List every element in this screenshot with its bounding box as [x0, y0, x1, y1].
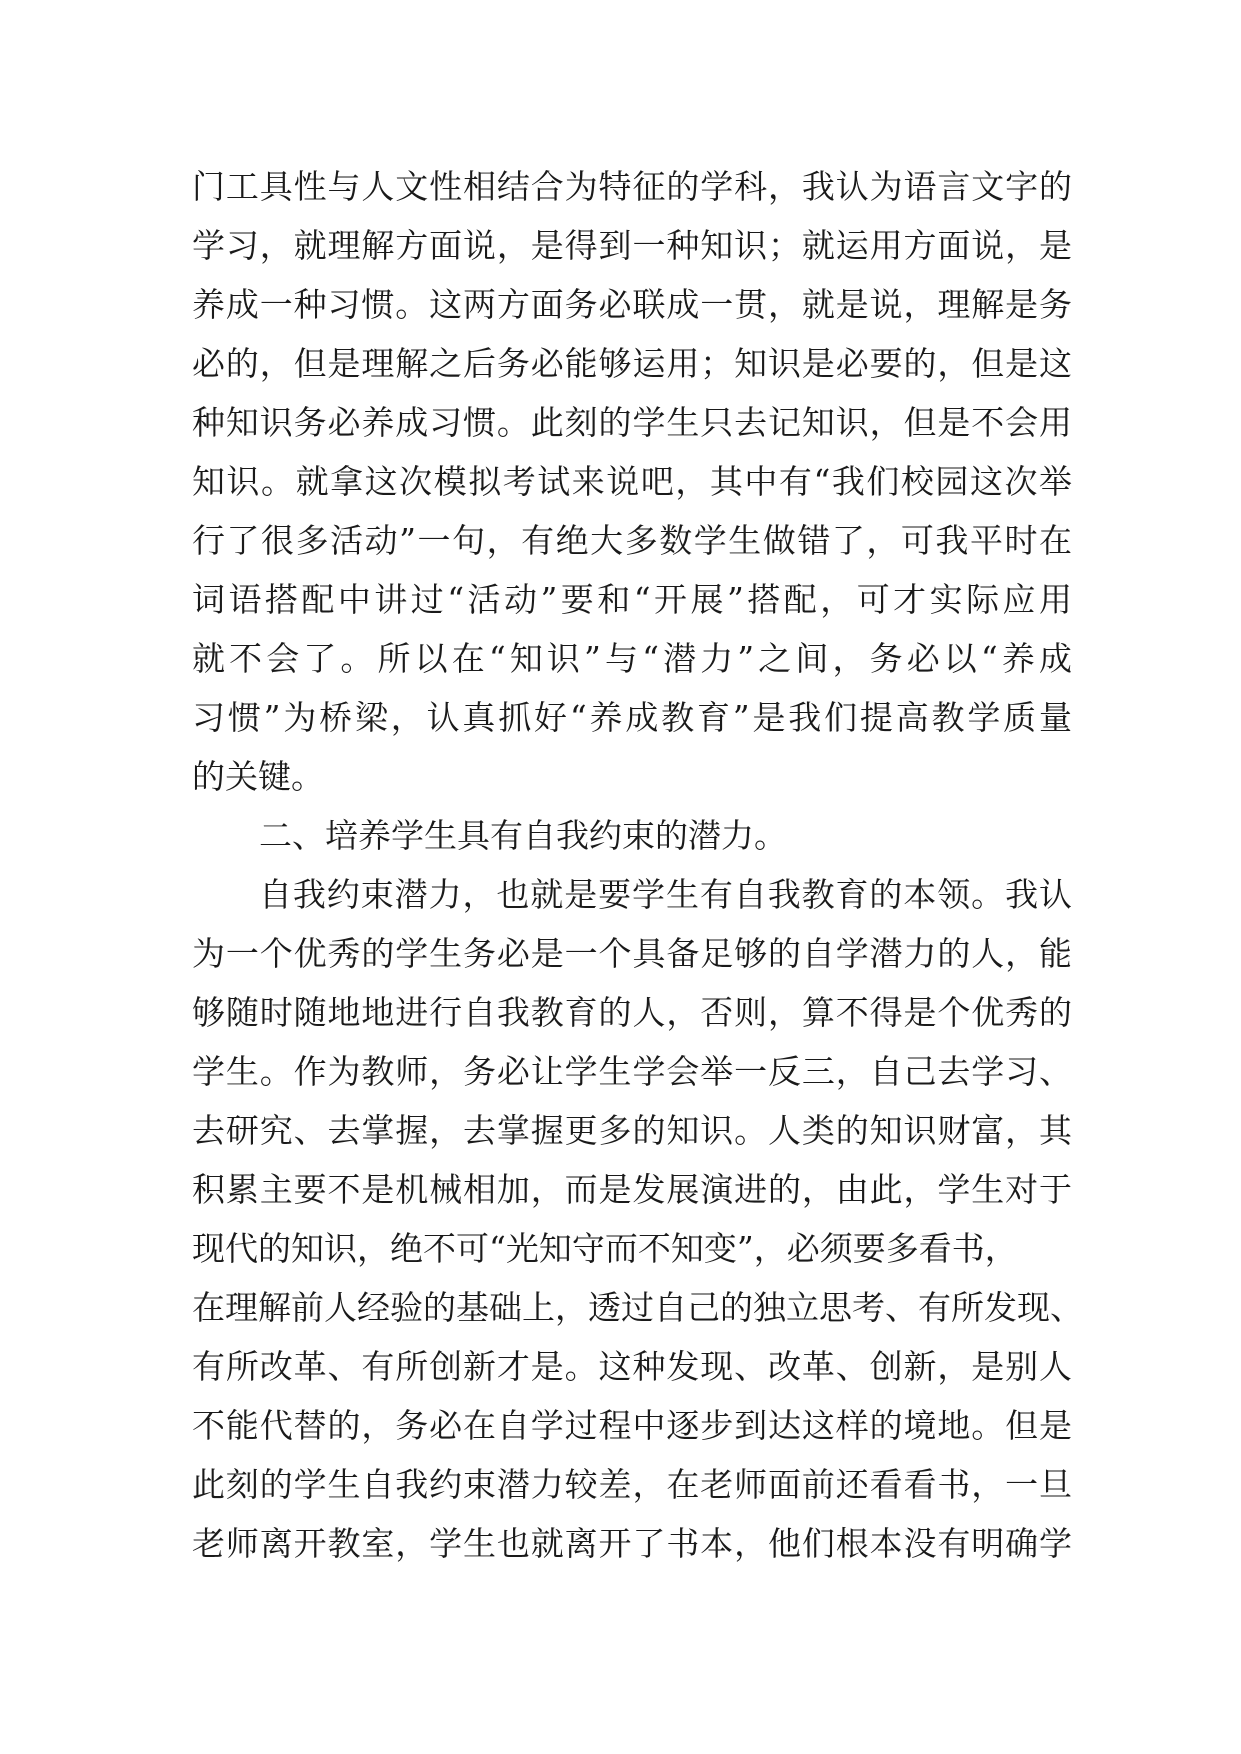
body-text-line: 就不会了。所以在“知识”与“潜力”之间，务必以“养成	[192, 639, 1072, 678]
body-text-line: 必的，但是理解之后务必能够运用；知识是必要的，但是这	[192, 344, 1072, 383]
body-text-line: 积累主要不是机械相加，而是发展演进的，由此，学生对于	[192, 1170, 1072, 1209]
body-text-line: 此刻的学生自我约束潜力较差，在老师面前还看看书，一旦	[192, 1465, 1072, 1504]
body-text-line: 现代的知识，绝不可“光知守而不知变”，必须要多看书，	[192, 1229, 1018, 1268]
body-text-line: 习惯”为桥梁，认真抓好“养成教育”是我们提高教学质量	[192, 698, 1072, 737]
body-text-line: 够随时随地地进行自我教育的人，否则，算不得是个优秀的	[192, 993, 1072, 1032]
body-text-line: 为一个优秀的学生务必是一个具备足够的自学潜力的人，能	[192, 934, 1072, 973]
section-heading: 二、培养学生具有自我约束的潜力。	[259, 816, 787, 855]
body-text-line: 种知识务必养成习惯。此刻的学生只去记知识，但是不会用	[192, 403, 1072, 442]
body-text-line: 学生。作为教师，务必让学生学会举一反三，自己去学习、	[192, 1052, 1072, 1091]
body-text-line: 老师离开教室，学生也就离开了书本，他们根本没有明确学	[192, 1524, 1072, 1563]
body-text-line: 知识。就拿这次模拟考试来说吧，其中有“我们校园这次举	[192, 462, 1072, 501]
body-text-line: 养成一种习惯。这两方面务必联成一贯，就是说，理解是务	[192, 285, 1072, 324]
body-text-line: 学习，就理解方面说，是得到一种知识；就运用方面说，是	[192, 226, 1072, 265]
body-text-line: 去研究、去掌握，去掌握更多的知识。人类的知识财富，其	[192, 1111, 1072, 1150]
paragraph-end-line: 的关键。	[192, 757, 324, 796]
body-text-line: 行了很多活动”一句，有绝大多数学生做错了，可我平时在	[192, 521, 1072, 560]
body-text-line: 有所改革、有所创新才是。这种发现、改革、创新，是别人	[192, 1347, 1072, 1386]
body-text-line: 在理解前人经验的基础上，透过自己的独立思考、有所发现、	[192, 1288, 1083, 1327]
body-text-line: 词语搭配中讲过“活动”要和“开展”搭配，可才实际应用	[192, 580, 1072, 619]
paragraph-first-line: 自我约束潜力，也就是要学生有自我教育的本领。我认	[259, 875, 1072, 914]
body-text-line: 门工具性与人文性相结合为特征的学科，我认为语言文字的	[192, 167, 1072, 206]
body-text-line: 不能代替的，务必在自学过程中逐步到达这样的境地。但是	[192, 1406, 1072, 1445]
